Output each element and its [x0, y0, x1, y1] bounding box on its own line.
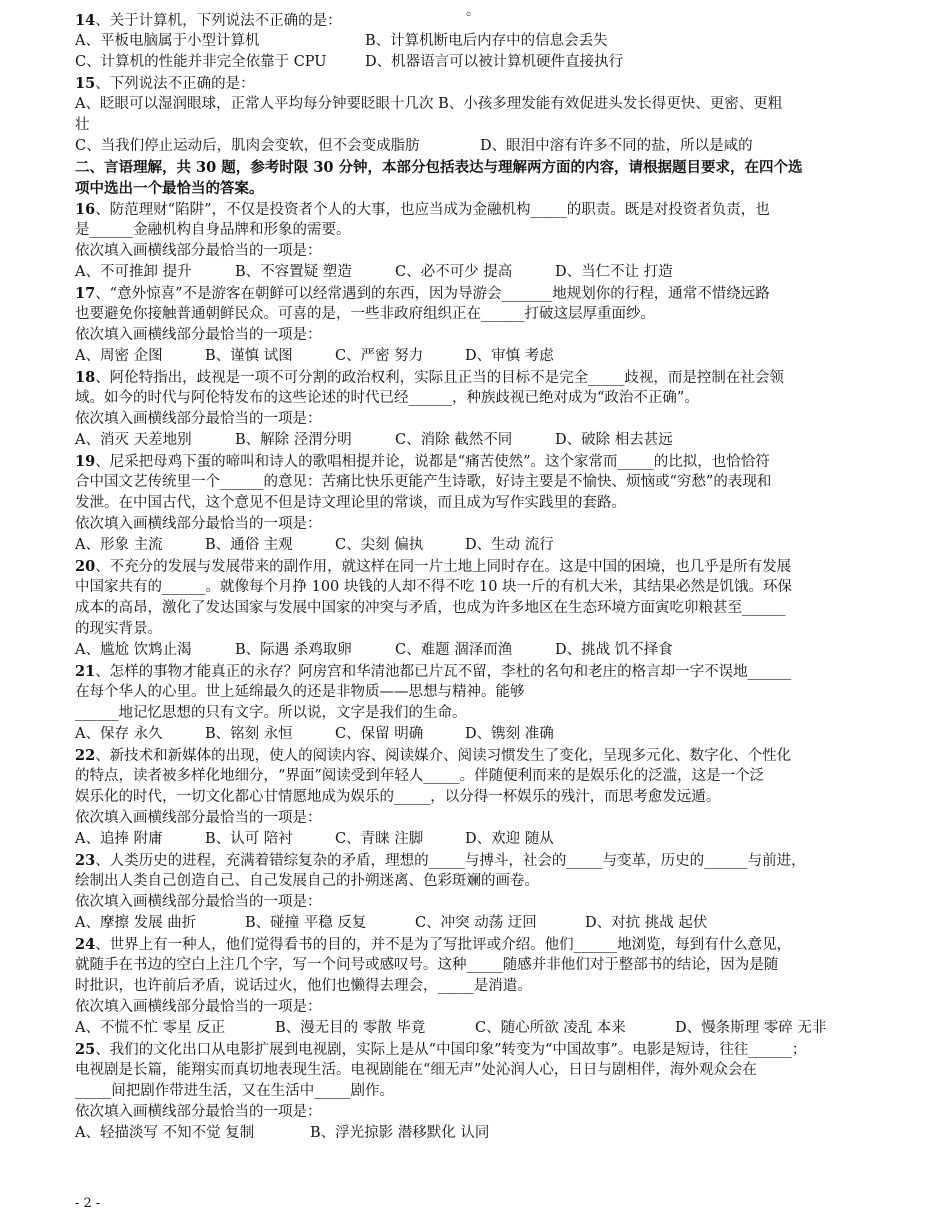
line-text: 、不充分的发展与发展带来的副作用，就这样在同一片土地上同时存在。这是中国的困境，也几乎是所有发展 [95, 559, 792, 575]
option-item: C、难题 涸泽而渔 [395, 642, 513, 658]
question-line [75, 934, 910, 955]
line-text: 发泄。在中国古代，这个意见不但是诗文理论里的常谈，而且成为写作实践里的套路。 [75, 495, 626, 511]
question-number: 23 [75, 852, 96, 869]
line-text: 娱乐化的时代，一切文化都心甘情愿地成为娱乐的_____，以分得一杯娱乐的残汁，而思考愈发远遁。 [75, 789, 721, 805]
question-line [75, 745, 910, 766]
line-text: 、新技术和新媒体的出现，使人的阅读内容、阅读媒介、阅读习惯发生了变化，呈现多元化、数字化、个性化 [95, 748, 792, 764]
options-row [75, 640, 910, 661]
text-line [75, 787, 910, 808]
line-text: 合中国文艺传统里一个______的意见：苦痛比快乐更能产生诗歌，好诗主要是不愉快、烦恼或“穷愁”的表现和 [75, 474, 772, 490]
option-item: B、铭刻 永恒 [205, 726, 293, 742]
text-line [75, 493, 910, 514]
option-item: B、不容置疑 塑造 [235, 264, 352, 280]
line-text: 、怎样的事物才能真正的永存？阿房宫和华清池都已片瓦不留，李杜的名句和老庄的格言却一字不误地______ [95, 664, 792, 680]
option-item: C、随心所欲 凌乱 本来 [475, 1020, 626, 1036]
line-text: 是______金融机构自身品牌和形象的需要。 [75, 222, 351, 238]
question-line [75, 661, 910, 682]
question-number: 25 [75, 1041, 96, 1058]
options-row [75, 52, 910, 73]
option-item: C、当我们停止运动后，肌肉会变软，但不会变成脂肪 [75, 138, 420, 154]
text-line [75, 976, 910, 997]
line-text: 、关于计算机，下列说法不正确的是： [95, 13, 342, 29]
question-number: 22 [75, 747, 96, 764]
text-line [75, 1102, 910, 1123]
line-text: 依次填入画横线部分最恰当的一项是： [75, 327, 322, 343]
text-line [75, 598, 910, 619]
question-line [75, 451, 910, 472]
question-number: 19 [75, 453, 96, 470]
question-number: 14 [75, 12, 96, 29]
options-row [75, 1123, 910, 1144]
options-row [75, 724, 910, 745]
option-item: D、镌刻 准确 [465, 726, 554, 742]
option-item: D、眼泪中溶有许多不同的盐，所以是咸的 [480, 138, 753, 154]
line-text: 域。如今的时代与阿伦特发布的这些论述的时代已经______，种族歧视已绝对成为“政治不正确”。 [75, 390, 699, 406]
line-text: 二、言语理解，共 30 题，参考时限 30 分钟，本部分包括表达与理解两方面的内容，请根据题目要求，在四个选 [75, 159, 803, 176]
option-item: C、消除 截然不同 [395, 432, 513, 448]
options-row [75, 136, 910, 157]
text-line [75, 472, 910, 493]
question-line [75, 199, 910, 220]
options-row [75, 430, 910, 451]
option-item: A、尴尬 饮鸩止渴 [75, 642, 192, 658]
line-text: 、我们的文化出口从电影扩展到电视剧，实际上是从“中国印象”转变为“中国故事”。电影是短诗，往往______； [95, 1042, 807, 1058]
option-item: B、认可 陪衬 [205, 831, 293, 847]
line-text: 依次填入画横线部分最恰当的一项是： [75, 516, 322, 532]
text-line [75, 871, 910, 892]
option-item: B、通俗 主观 [205, 537, 293, 553]
option-item: A、追捧 附庸 [75, 831, 163, 847]
line-text: 时批识，也许前后矛盾，说话过火，他们也懒得去理会，_____是消遣。 [75, 978, 532, 994]
line-text: 在每个华人的心里。世上延绵最久的还是非物质——思想与精神。能够 [75, 684, 525, 700]
text-line [75, 1060, 910, 1081]
line-text: 的特点，读者被多样化地细分，“界面”阅读受到年轻人_____。伴随便利而来的是娱乐化的泛滥，这是一个泛 [75, 768, 765, 784]
line-text: 、“意外惊喜”不是游客在朝鲜可以经常遇到的东西，因为导游会_______地规划你的行程，通常不惜绕远路 [95, 286, 770, 302]
question-line [75, 367, 910, 388]
options-row [75, 31, 910, 52]
text-line [75, 514, 910, 535]
text-line [75, 94, 910, 115]
document-body [75, 10, 910, 1144]
option-item: B、碰撞 平稳 反复 [245, 915, 367, 931]
option-item: C、保留 明确 [335, 726, 424, 742]
text-line [75, 997, 910, 1018]
option-item: D、生动 流行 [465, 537, 554, 553]
options-row [75, 262, 910, 283]
option-item: D、挑战 饥不择食 [555, 642, 673, 658]
text-line [75, 220, 910, 241]
option-item: B、解除 泾渭分明 [235, 432, 352, 448]
line-text: A、眨眼可以湿润眼球，正常人平均每分钟要眨眼十几次 B、小孩多理发能有效促进头发长得更快、更密、更粗 [75, 96, 783, 112]
question-line [75, 73, 910, 94]
text-line [75, 388, 910, 409]
page-number: - 2 - [75, 1196, 101, 1211]
question-line [75, 850, 910, 871]
options-row [75, 346, 910, 367]
line-text: 也要避免你接触普通朝鲜民众。可喜的是，一些非政府组织正在______打破这层厚重面纱。 [75, 306, 655, 322]
question-line [75, 556, 910, 577]
option-item: A、不慌不忙 零星 反正 [75, 1020, 226, 1036]
question-number: 15 [75, 75, 96, 92]
line-text: ______地记忆思想的只有文字。所以说，文字是我们的生命。 [75, 705, 467, 721]
option-item: B、计算机断电后内存中的信息会丢失 [365, 33, 608, 49]
option-item: B、浮光掠影 潜移默化 认同 [310, 1125, 490, 1141]
line-text: 、防范理财“陷阱”，不仅是投资者个人的大事，也应当成为金融机构_____的职责。既是对投资者负责，也 [95, 202, 770, 218]
text-line [75, 682, 910, 703]
option-item: A、形象 主流 [75, 537, 163, 553]
option-item: A、不可推卸 提升 [75, 264, 192, 280]
option-item: D、机器语言可以被计算机硬件直接执行 [365, 54, 624, 70]
text-line [75, 808, 910, 829]
option-item: D、审慎 考虑 [465, 348, 554, 364]
option-item: A、周密 企图 [75, 348, 163, 364]
option-item: C、严密 努力 [335, 348, 424, 364]
line-text: 绘制出人类自己创造自己、自己发展自己的扑朔迷离、色彩斑斓的画卷。 [75, 873, 539, 889]
line-text: 就随手在书边的空白上注几个字，写一个问号或感叹号。这种_____随感并非他们对于整部书的结论，因为是随 [75, 957, 779, 973]
line-text: 、人类历史的进程，充满着错综复杂的矛盾，理想的_____与搏斗，社会的_____与变革，历史的______与前进， [95, 853, 806, 869]
question-line [75, 10, 910, 31]
text-line [75, 892, 910, 913]
line-text: 、下列说法不正确的是： [95, 76, 255, 92]
options-row [75, 829, 910, 850]
line-text: 成本的高昂，激化了发达国家与发展中国家的冲突与矛盾，也成为许多地区在生态环境方面寅吃卯粮甚至______ [75, 600, 786, 616]
line-text: 中国家共有的______。就像每个月挣 100 块钱的人却不得不吃 10 块一斤的有机大米，其结果必然是饥饿。环保 [75, 579, 793, 595]
text-line [75, 409, 910, 430]
question-line [75, 1039, 910, 1060]
option-item: B、漫无目的 零散 毕竟 [275, 1020, 426, 1036]
text-line [75, 304, 910, 325]
option-item: C、冲突 动荡 迂回 [415, 915, 537, 931]
text-line [75, 325, 910, 346]
question-number: 24 [75, 936, 96, 953]
option-item: D、当仁不让 打造 [555, 264, 673, 280]
question-number: 16 [75, 201, 96, 218]
option-item: C、尖刻 偏执 [335, 537, 424, 553]
text-line [75, 703, 910, 724]
option-item: D、对抗 挑战 起伏 [585, 915, 708, 931]
section-heading [75, 178, 910, 199]
question-line [75, 283, 910, 304]
line-text: 、世界上有一种人，他们觉得看书的目的，并不是为了写批评或介绍。他们______地浏览，每到有什么意见， [95, 937, 792, 953]
question-number: 21 [75, 663, 96, 680]
line-text: 依次填入画横线部分最恰当的一项是： [75, 810, 322, 826]
line-text: 的现实背景。 [75, 621, 162, 637]
line-text: 依次填入画横线部分最恰当的一项是： [75, 243, 322, 259]
line-text: _____间把剧作带进生活，又在生活中_____剧作。 [75, 1083, 394, 1099]
line-text: 依次填入画横线部分最恰当的一项是： [75, 411, 322, 427]
text-line [75, 619, 910, 640]
option-item: A、轻描淡写 不知不觉 复制 [75, 1125, 255, 1141]
text-line [75, 766, 910, 787]
question-number: 17 [75, 285, 96, 302]
options-row [75, 913, 910, 934]
text-line [75, 577, 910, 598]
option-item: C、计算机的性能并非完全依靠于 CPU [75, 54, 327, 70]
text-line [75, 1081, 910, 1102]
top-mark: 。 [466, 3, 480, 19]
line-text: 壮 [75, 117, 90, 133]
option-item: D、破除 相去甚远 [555, 432, 673, 448]
text-line [75, 115, 910, 136]
text-line [75, 241, 910, 262]
option-item: C、青睐 注脚 [335, 831, 424, 847]
option-item: B、际遇 杀鸡取卵 [235, 642, 352, 658]
options-row [75, 535, 910, 556]
question-number: 18 [75, 369, 96, 386]
line-text: 、阿伦特指出，歧视是一项不可分割的政治权利，实际且正当的目标不是完全_____歧视，而是控制在社会领 [95, 370, 784, 386]
option-item: C、必不可少 提高 [395, 264, 513, 280]
line-text: 、尼采把母鸡下蛋的啼叫和诗人的歌唱相提并论，说都是“痛苦使然”。这个家常而_____的比拟，也恰恰符 [95, 454, 770, 470]
question-number: 20 [75, 558, 96, 575]
option-item: D、慢条斯理 零碎 无非 [675, 1020, 827, 1036]
text-line [75, 955, 910, 976]
line-text: 依次填入画横线部分最恰当的一项是： [75, 1104, 322, 1120]
option-item: D、欢迎 随从 [465, 831, 554, 847]
line-text: 依次填入画横线部分最恰当的一项是： [75, 894, 322, 910]
line-text: 电视剧是长篇，能翔实而真切地表现生活。电视剧能在“细无声”处沁润人心，日日与剧相伴，海外观众会在 [75, 1062, 757, 1078]
option-item: A、消灭 天差地别 [75, 432, 192, 448]
option-item: A、平板电脑属于小型计算机 [75, 33, 260, 49]
line-text: 项中选出一个最恰当的答案。 [75, 180, 264, 197]
options-row [75, 1018, 910, 1039]
option-item: A、保存 永久 [75, 726, 163, 742]
line-text: 依次填入画横线部分最恰当的一项是： [75, 999, 322, 1015]
section-heading [75, 157, 910, 178]
option-item: B、谨慎 试图 [205, 348, 293, 364]
option-item: A、摩擦 发展 曲折 [75, 915, 197, 931]
